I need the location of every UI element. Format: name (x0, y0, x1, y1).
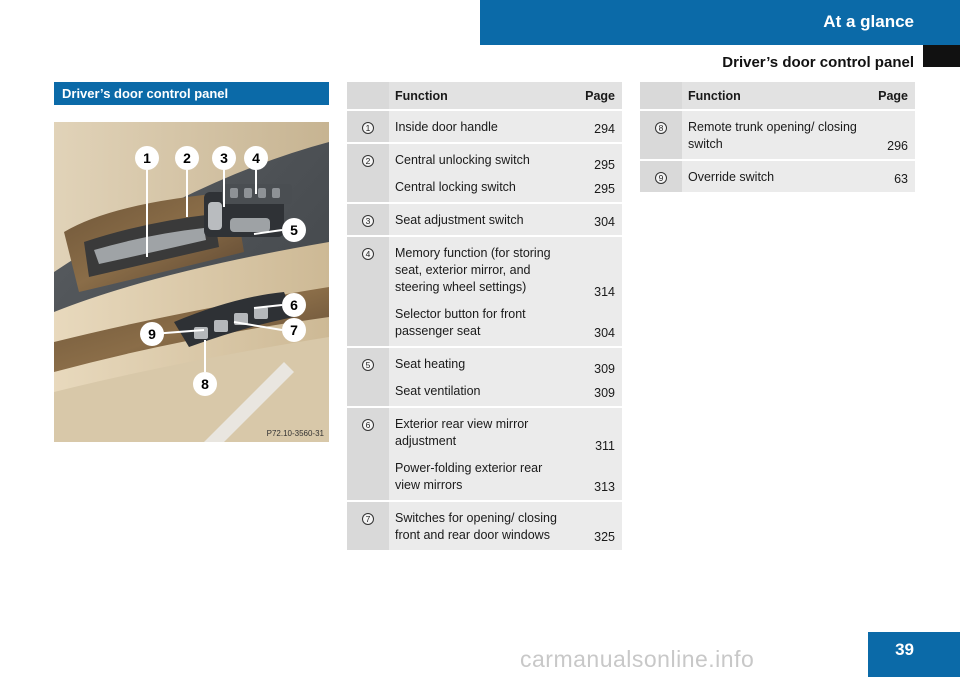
table-row (640, 160, 915, 192)
callout-1 (135, 146, 159, 170)
page-number: 39 (868, 632, 960, 677)
callout-3 (212, 146, 236, 170)
header-marker-tab (923, 45, 960, 67)
table-header-row (640, 82, 915, 110)
item-number: 5 (362, 359, 374, 371)
function-table-right (640, 82, 915, 192)
svg-text:5: 5 (290, 222, 298, 238)
item-number: 4 (362, 248, 374, 260)
door-panel-illustration (54, 122, 329, 442)
page-ref: 295 (594, 182, 615, 196)
page-ref: 325 (594, 530, 615, 544)
svg-text:1: 1 (143, 150, 151, 166)
function-text: Power-folding exterior rear view mirrors (395, 461, 543, 492)
function-text: Central unlocking switch (395, 153, 530, 167)
svg-text:4: 4 (252, 150, 260, 166)
page-ref: 304 (594, 215, 615, 229)
svg-text:2: 2 (183, 150, 191, 166)
function-text: Override switch (688, 170, 775, 184)
page-ref: 304 (594, 326, 615, 340)
page-ref: 309 (594, 386, 615, 400)
header-number-cell (640, 82, 682, 110)
header-number-cell (347, 82, 389, 110)
callout-8 (193, 372, 217, 396)
watermark: carmanualsonline.info (520, 646, 755, 672)
function-text: Seat ventilation (395, 384, 481, 398)
function-text: Seat adjustment switch (395, 213, 524, 227)
svg-text:9: 9 (148, 326, 156, 342)
figure-code: P72.10-3560-31 (266, 429, 324, 438)
item-number: 1 (362, 122, 374, 134)
function-text: Inside door handle (395, 120, 498, 134)
page-ref: 294 (594, 122, 615, 136)
svg-text:3: 3 (220, 150, 228, 166)
table-row (347, 501, 622, 550)
section-title-bar: Driver’s door control panel (54, 82, 329, 105)
function-text: Seat heating (395, 357, 466, 371)
callout-4 (244, 146, 268, 170)
function-text: Switches for opening/ closing front and rear door windows (395, 511, 557, 542)
function-table-left (347, 82, 622, 550)
page-ref: 295 (594, 158, 615, 172)
item-number: 3 (362, 215, 374, 227)
page-ref: 63 (894, 172, 908, 186)
function-text: Selector button for front passenger seat (395, 307, 526, 338)
item-number: 6 (362, 419, 374, 431)
header-function: Function (682, 82, 863, 110)
table-row (347, 110, 622, 143)
table-row (347, 347, 622, 407)
header-function: Function (389, 82, 570, 110)
callout-7 (282, 318, 306, 342)
page-ref: 311 (595, 439, 615, 453)
table-row (347, 236, 622, 347)
callout-2 (175, 146, 199, 170)
svg-text:6: 6 (290, 297, 298, 313)
function-text: Memory function (for storing seat, exterior mirror, and steering wheel settings) (395, 246, 551, 294)
table-row (640, 110, 915, 160)
header-page: Page (863, 82, 915, 110)
item-number: 9 (655, 172, 667, 184)
svg-text:8: 8 (201, 376, 209, 392)
item-number: 7 (362, 513, 374, 525)
header-section-title: At a glance (823, 12, 914, 31)
header-subsection-title: Driver’s door control panel (722, 54, 914, 71)
header-page: Page (570, 82, 622, 110)
svg-text:7: 7 (290, 322, 298, 338)
item-number: 2 (362, 155, 374, 167)
table-row (347, 143, 622, 203)
callout-9 (140, 322, 164, 346)
function-text: Remote trunk opening/ closing switch (688, 120, 857, 151)
table-header-row (347, 82, 622, 110)
page-ref: 296 (887, 139, 908, 153)
table-row (347, 203, 622, 236)
callout-5 (282, 218, 306, 242)
function-text: Exterior rear view mirror adjustment (395, 417, 529, 448)
table-row (347, 407, 622, 501)
callout-6 (282, 293, 306, 317)
page-ref: 314 (594, 285, 615, 299)
item-number: 8 (655, 122, 667, 134)
function-text: Central locking switch (395, 180, 516, 194)
page-ref: 313 (594, 480, 615, 494)
page-ref: 309 (594, 362, 615, 376)
